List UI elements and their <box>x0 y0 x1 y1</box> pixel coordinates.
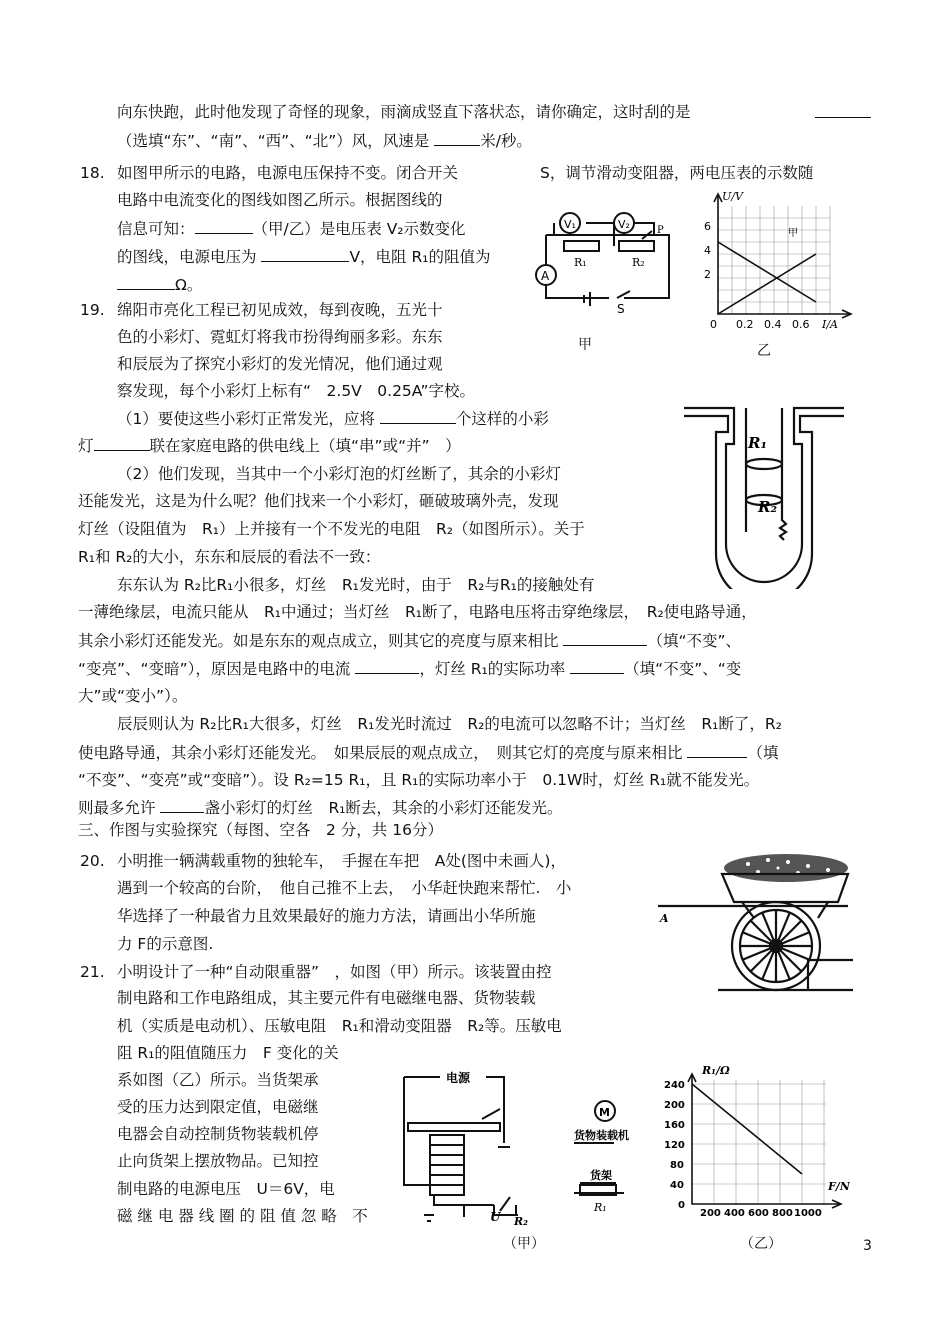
text-line: 遇到一个较高的台阶， 他自己推不上去， 小华赶快跑来帮忙. 小 <box>117 879 572 897</box>
r1-label: R₁ <box>748 434 768 452</box>
text-line: 东东认为 R₂比R₁小很多，灯丝 R₁发光时，由于 R₂与R₁的接触处有 <box>117 576 595 594</box>
text-line: 止向货架上摆放物品。已知控 <box>117 1152 319 1170</box>
text-line: 其余小彩灯还能发光。如是东东的观点成立，则其它的亮度与原来相比 （填“不变”、 <box>78 632 742 650</box>
graph-yi <box>700 188 860 338</box>
text-line: 电路中电流变化的图线如图乙所示。根据图线的 <box>117 191 443 209</box>
text-line: 制电路和工作电路组成，其主要元件有电磁继电器、货物装载 <box>117 989 536 1007</box>
relay-circuit-figure <box>394 1065 650 1235</box>
y-tick: 240 <box>664 1080 685 1091</box>
text-line: 电器会自动控制货物装载机停 <box>117 1125 319 1143</box>
y-tick: 6 <box>704 220 711 233</box>
x-tick: 0.4 <box>764 318 782 331</box>
text-line: 的图线，电源电压为 V，电阻 R₁的阻值为 <box>117 248 491 266</box>
switch-label: S <box>617 302 625 313</box>
text-line: 则最多允许 盏小彩灯的灯丝 R₁断去，其余的小彩灯还能发光。 <box>78 799 563 817</box>
y-tick: 0 <box>678 1200 685 1211</box>
text-line: “变亮”、“变暗”），原因是电路中的电流 ，灯丝 R₁的实际功率 （填“不变”、“变 <box>78 660 742 678</box>
x-tick: 600 <box>748 1208 769 1218</box>
x-tick: 0 <box>710 318 717 331</box>
text-line: 辰辰则认为 R₂比R₁大很多，灯丝 R₁发光时流过 R₂的电流可以忽略不计；当灯丝 R₁断了，R₂ <box>117 715 782 733</box>
x-axis-label: I/A <box>822 318 838 331</box>
text-line: 小明推一辆满载重物的独轮车， 手握在车把 A处(图中未画人)， <box>117 852 566 870</box>
bulb-figure <box>684 404 844 589</box>
section-heading: 三、作图与实验探究（每图、空各 2 分，共 16分） <box>78 821 443 839</box>
text-line: 制电路的电源电压 U＝6V，电 <box>117 1180 335 1198</box>
text-line: （1）要使这些小彩灯正常发光，应将 个这样的小彩 <box>117 410 549 428</box>
text-line: 和辰辰为了探究小彩灯的发光情况，他们通过观 <box>117 355 443 373</box>
r2-label: R₂ <box>514 1215 528 1228</box>
y-tick: 4 <box>704 244 711 257</box>
text-line: Ω。 <box>117 274 202 295</box>
u-label: U <box>490 1210 501 1224</box>
power-label: 电源 <box>446 1071 471 1085</box>
answer-blank <box>815 102 871 123</box>
text-line: S，调节滑动变阻器，两电压表的示数随 <box>540 164 814 182</box>
text-line: 大”或“变小”）。 <box>78 687 188 705</box>
text-line: 机（实质是电动机）、压敏电阻 R₁和滑动变阻器 R₂等。压敏电 <box>117 1017 562 1035</box>
text-line: 一薄绝缘层，电流只能从 R₁中通过；当灯丝 R₁断了，电路电压将击穿绝缘层， R₂使电路导通， <box>78 603 757 621</box>
question-number: 21. <box>80 963 105 981</box>
y-tick: 2 <box>704 268 711 281</box>
x-axis-label: F/N <box>828 1180 850 1193</box>
v2-label: V₂ <box>618 218 630 231</box>
x-tick: 400 <box>724 1208 745 1218</box>
text-line: 磁 继 电 器 线 圈 的 阻 值 忽 略 不 <box>117 1207 368 1225</box>
motor-label: 货物装载机 <box>574 1129 629 1142</box>
shelf-label: 货架 <box>590 1169 612 1182</box>
y-axis-label: U/V <box>722 190 743 203</box>
line-label: 甲 <box>788 228 798 239</box>
text-line: （2）他们发现，当其中一个小彩灯泡的灯丝断了，其余的小彩灯 <box>117 465 561 483</box>
text-line: 小明设计了一种“自动限重器” ，如图（甲）所示。该装置由控 <box>117 963 552 981</box>
x-tick: 1000 <box>794 1208 822 1218</box>
text-line: 力 F的示意图. <box>117 935 214 953</box>
r1-label: R₁ <box>594 1201 607 1214</box>
text-line: 受的压力达到限定值，电磁继 <box>117 1098 319 1116</box>
figure-caption: 乙 <box>757 343 771 359</box>
resistance-force-graph <box>650 1058 850 1218</box>
r2-label: R₂ <box>758 498 778 516</box>
motor-symbol: M <box>599 1106 610 1119</box>
ammeter-label: A <box>541 269 550 283</box>
text-line: 灯丝（设阻值为 R₁）上并接有一个不发光的电阻 R₂（如图所示）。关于 <box>78 520 585 538</box>
text-line: 色的小彩灯、霓虹灯将我市扮得绚丽多彩。东东 <box>117 328 443 346</box>
x-tick: 0.2 <box>736 318 754 331</box>
text-line: 华选择了一种最省力且效果最好的施力方法，请画出小华所施 <box>117 907 536 925</box>
page-number: 3 <box>863 1238 872 1254</box>
x-tick: 0.6 <box>792 318 810 331</box>
text-line: （选填“东”、“南”、“西”、“北”）风，风速是 米/秒。 <box>117 132 532 150</box>
wheelbarrow-figure <box>658 838 853 1008</box>
y-tick: 40 <box>670 1180 684 1191</box>
question-number: 19. <box>80 301 105 319</box>
y-axis-label: R₁/Ω <box>702 1064 730 1077</box>
text-line: 绵阳市亮化工程已初见成效，每到夜晚，五光十 <box>117 301 443 319</box>
y-tick: 200 <box>664 1100 685 1111</box>
question-number: 18. <box>80 164 105 182</box>
text-line: 察发现，每个小彩灯上标有“ 2.5V 0.25A”字校。 <box>117 382 476 400</box>
circuit-diagram-jia <box>524 203 689 313</box>
handle-a-label: A <box>660 912 669 925</box>
x-tick: 800 <box>772 1208 793 1218</box>
text-line: R₁和 R₂的大小，东东和辰辰的看法不一致： <box>78 548 381 566</box>
text-line: 灯 联在家庭电路的供电线上（填“串”或“并” ） <box>78 437 461 455</box>
text-line: 信息可知： （甲/乙）是电压表 V₂示数变化 <box>117 220 466 238</box>
r2-label: R₂ <box>632 256 645 269</box>
y-tick: 80 <box>670 1160 684 1171</box>
figure-caption: 甲 <box>578 337 592 353</box>
text-line: 使电路导通，其余小彩灯还能发光。 如果辰辰的观点成立， 则其它灯的亮度与原来相比 （填 <box>78 744 779 762</box>
text-line: 阻 R₁的阻值随压力 F 变化的关 <box>117 1044 339 1062</box>
question-number: 20. <box>80 852 105 870</box>
text-line: 还能发光，这是为什么呢？他们找来一个小彩灯，砸破玻璃外壳，发现 <box>78 492 559 510</box>
x-tick: 200 <box>700 1208 721 1218</box>
text-line: “不变”、“变亮”或“变暗”）。设 R₂=15 R₁，且 R₁的实际功率小于 0.1W时，灯丝 R₁就不能发光。 <box>78 771 760 789</box>
p-label: P <box>657 225 664 236</box>
text-line: 如图甲所示的电路，电源电压保持不变。闭合开关 <box>117 164 459 182</box>
text-line: 向东快跑，此时他发现了奇怪的现象，雨滴成竖直下落状态，请你确定，这时刮的是 <box>117 103 691 121</box>
y-tick: 160 <box>664 1120 685 1131</box>
y-tick: 120 <box>664 1140 685 1151</box>
text-line: 系如图（乙）所示。当货架承 <box>117 1071 319 1089</box>
figure-caption: （甲） <box>503 1236 545 1252</box>
r1-label: R₁ <box>574 256 587 269</box>
figure-caption: （乙） <box>740 1236 782 1252</box>
v1-label: V₁ <box>564 218 576 231</box>
